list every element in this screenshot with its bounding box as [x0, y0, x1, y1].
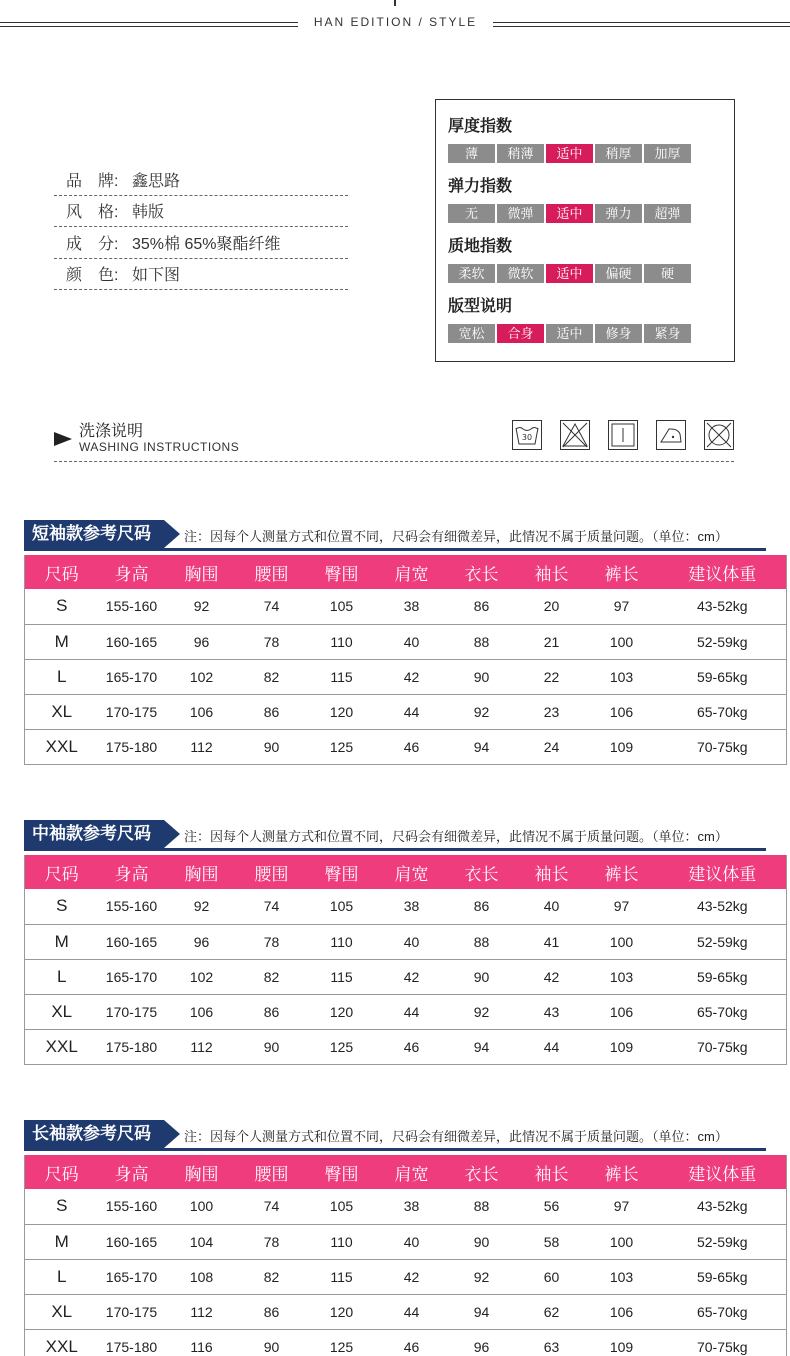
column-header: 裤长 — [585, 855, 659, 889]
header-rule-right-2 — [493, 26, 790, 27]
table-cell: 92 — [165, 889, 239, 924]
table-cell: 56 — [519, 1189, 585, 1224]
no-bleach-icon — [560, 420, 590, 450]
column-header: 身高 — [99, 555, 165, 589]
table-cell: 78 — [239, 924, 305, 959]
section-note: 注：因每个人测量方式和位置不同，尺码会有细微差异，此情况不属于质量问题。（单位：cm） — [184, 829, 728, 844]
index-group — [448, 294, 722, 354]
table-cell: 115 — [305, 959, 379, 994]
table-cell: 112 — [165, 729, 239, 764]
table-cell: 43-52kg — [659, 589, 787, 624]
index-option: 无 — [448, 204, 495, 223]
table-cell: 46 — [379, 1029, 445, 1064]
info-row-style — [54, 196, 348, 228]
column-header: 胸围 — [165, 855, 239, 889]
index-option: 稍薄 — [497, 144, 544, 163]
index-option: 加厚 — [644, 144, 691, 163]
table-cell: 115 — [305, 659, 379, 694]
column-header: 尺码 — [25, 555, 99, 589]
table-cell: 100 — [585, 624, 659, 659]
column-header: 尺码 — [25, 1155, 99, 1189]
table-cell: 38 — [379, 889, 445, 924]
index-scale — [448, 144, 722, 163]
table-cell: 86 — [445, 889, 519, 924]
column-header: 肩宽 — [379, 855, 445, 889]
index-scale — [448, 264, 722, 283]
index-scale — [448, 204, 722, 223]
info-key: 品 牌: — [66, 172, 119, 190]
table-cell: 43-52kg — [659, 889, 787, 924]
table-cell: 43-52kg — [659, 1189, 787, 1224]
table-cell: 160-165 — [99, 624, 165, 659]
washing-title-zh: 洗涤说明 — [79, 423, 144, 440]
column-header: 胸围 — [165, 1155, 239, 1189]
table-cell: 100 — [165, 1189, 239, 1224]
table-cell: 59-65kg — [659, 1259, 787, 1294]
table-cell: 155-160 — [99, 1189, 165, 1224]
table-cell: 170-175 — [99, 994, 165, 1029]
tag-arrow-icon — [164, 820, 180, 848]
table-cell: 90 — [445, 659, 519, 694]
table-cell: 94 — [445, 1294, 519, 1329]
table-cell: 44 — [519, 1029, 585, 1064]
column-header: 建议体重 — [659, 855, 787, 889]
table-cell: 59-65kg — [659, 959, 787, 994]
index-option-active: 适中 — [546, 264, 593, 283]
header-rule-right — [493, 22, 790, 23]
table-cell: 52-59kg — [659, 1224, 787, 1259]
section-tag — [24, 1120, 180, 1148]
table-cell: 105 — [305, 1189, 379, 1224]
column-header: 肩宽 — [379, 555, 445, 589]
tag-arrow-icon — [164, 520, 180, 548]
table-cell: 44 — [379, 694, 445, 729]
section-tag — [24, 520, 180, 548]
table-cell: 24 — [519, 729, 585, 764]
table-cell: 21 — [519, 624, 585, 659]
info-value: 35%棉 65%聚酯纤维 — [132, 235, 281, 253]
table-cell: 65-70kg — [659, 694, 787, 729]
table-row — [25, 1329, 787, 1356]
table-cell: 38 — [379, 1189, 445, 1224]
section-tag — [24, 820, 180, 848]
table-cell: 97 — [585, 589, 659, 624]
index-option: 紧身 — [644, 324, 691, 343]
column-header: 臀围 — [305, 1155, 379, 1189]
section-note: 注：因每个人测量方式和位置不同，尺码会有细微差异，此情况不属于质量问题。（单位：cm） — [184, 1129, 728, 1144]
table-cell: 103 — [585, 659, 659, 694]
table-cell: 74 — [239, 589, 305, 624]
table-cell: 110 — [305, 1224, 379, 1259]
size-cell: M — [25, 624, 99, 659]
table-row — [25, 624, 787, 659]
section-rule — [24, 548, 766, 551]
table-cell: 155-160 — [99, 889, 165, 924]
table-cell: 106 — [585, 994, 659, 1029]
table-cell: 115 — [305, 1259, 379, 1294]
index-group — [448, 234, 722, 294]
table-row — [25, 924, 787, 959]
table-cell: 90 — [445, 1224, 519, 1259]
table-cell: 58 — [519, 1224, 585, 1259]
table-cell: 63 — [519, 1329, 585, 1356]
size-cell: M — [25, 924, 99, 959]
column-header: 建议体重 — [659, 555, 787, 589]
table-header-row — [25, 1155, 787, 1189]
info-value: 韩版 — [132, 204, 165, 222]
column-header: 胸围 — [165, 555, 239, 589]
table-cell: 88 — [445, 1189, 519, 1224]
table-cell: 40 — [379, 624, 445, 659]
table-row — [25, 1029, 787, 1064]
column-header: 腰围 — [239, 555, 305, 589]
size-table — [24, 1155, 787, 1356]
table-cell: 105 — [305, 889, 379, 924]
tag-arrow-icon — [164, 1120, 180, 1148]
table-cell: 106 — [165, 994, 239, 1029]
table-cell: 86 — [239, 994, 305, 1029]
table-cell: 170-175 — [99, 1294, 165, 1329]
size-cell: XXL — [25, 1029, 99, 1064]
index-option: 稍厚 — [595, 144, 642, 163]
index-option: 宽松 — [448, 324, 495, 343]
size-cell: XXL — [25, 1329, 99, 1356]
table-cell: 175-180 — [99, 729, 165, 764]
info-key: 风 格: — [66, 204, 119, 222]
column-header: 臀围 — [305, 855, 379, 889]
section-title: 中袖款参考尺码 — [24, 820, 164, 848]
index-option: 修身 — [595, 324, 642, 343]
size-cell: S — [25, 1189, 99, 1224]
table-cell: 104 — [165, 1224, 239, 1259]
page-header — [0, 0, 790, 40]
table-cell: 52-59kg — [659, 624, 787, 659]
size-cell: L — [25, 959, 99, 994]
column-header: 裤长 — [585, 1155, 659, 1189]
table-cell: 74 — [239, 889, 305, 924]
table-cell: 120 — [305, 1294, 379, 1329]
index-title: 弹力指数 — [448, 178, 513, 195]
index-option: 硬 — [644, 264, 691, 283]
table-cell: 86 — [239, 1294, 305, 1329]
table-cell: 60 — [519, 1259, 585, 1294]
table-row — [25, 1189, 787, 1224]
table-cell: 82 — [239, 1259, 305, 1294]
table-cell: 86 — [239, 694, 305, 729]
column-header: 袖长 — [519, 555, 585, 589]
table-cell: 43 — [519, 994, 585, 1029]
table-cell: 165-170 — [99, 1259, 165, 1294]
index-option: 柔软 — [448, 264, 495, 283]
table-cell: 42 — [379, 959, 445, 994]
index-option: 适中 — [546, 324, 593, 343]
column-header: 建议体重 — [659, 1155, 787, 1189]
header-rule-left — [0, 22, 298, 23]
section-title: 长袖款参考尺码 — [24, 1120, 164, 1148]
table-cell: 41 — [519, 924, 585, 959]
table-cell: 82 — [239, 959, 305, 994]
table-cell: 100 — [585, 1224, 659, 1259]
table-cell: 109 — [585, 729, 659, 764]
index-group — [448, 114, 722, 174]
product-info — [54, 164, 348, 290]
info-value: 鑫思路 — [132, 172, 181, 190]
column-header: 衣长 — [445, 855, 519, 889]
table-row — [25, 729, 787, 764]
info-row-material — [54, 227, 348, 259]
table-cell: 97 — [585, 889, 659, 924]
size-table — [24, 555, 787, 765]
header-rule-left-2 — [0, 26, 298, 27]
hang-dry-icon — [608, 420, 638, 450]
index-option: 微软 — [497, 264, 544, 283]
table-cell: 46 — [379, 1329, 445, 1356]
size-cell: XL — [25, 1294, 99, 1329]
index-option-active: 适中 — [546, 204, 593, 223]
column-header: 衣长 — [445, 1155, 519, 1189]
table-cell: 103 — [585, 1259, 659, 1294]
table-cell: 94 — [445, 729, 519, 764]
column-header: 裤长 — [585, 555, 659, 589]
column-header: 肩宽 — [379, 1155, 445, 1189]
svg-text:30: 30 — [521, 433, 533, 442]
table-cell: 94 — [445, 1029, 519, 1064]
table-cell: 44 — [379, 1294, 445, 1329]
arrow-right-icon — [54, 432, 72, 446]
washing-title-en: WASHING INSTRUCTIONS — [79, 440, 240, 454]
table-cell: 78 — [239, 624, 305, 659]
washing-instructions — [54, 410, 734, 462]
table-cell: 78 — [239, 1224, 305, 1259]
table-cell: 102 — [165, 659, 239, 694]
table-cell: 102 — [165, 959, 239, 994]
table-cell: 74 — [239, 1189, 305, 1224]
table-cell: 86 — [445, 589, 519, 624]
column-header: 衣长 — [445, 555, 519, 589]
table-cell: 110 — [305, 924, 379, 959]
table-cell: 70-75kg — [659, 1029, 787, 1064]
table-cell: 46 — [379, 729, 445, 764]
table-cell: 22 — [519, 659, 585, 694]
table-cell: 96 — [165, 924, 239, 959]
table-cell: 70-75kg — [659, 729, 787, 764]
size-cell: L — [25, 1259, 99, 1294]
table-row — [25, 589, 787, 624]
table-cell: 92 — [445, 1259, 519, 1294]
column-header: 臀围 — [305, 555, 379, 589]
table-cell: 42 — [379, 659, 445, 694]
table-cell: 125 — [305, 1329, 379, 1356]
index-title: 版型说明 — [448, 298, 513, 315]
size-cell: M — [25, 1224, 99, 1259]
table-cell: 105 — [305, 589, 379, 624]
table-cell: 40 — [379, 1224, 445, 1259]
index-group — [448, 174, 722, 234]
index-title: 厚度指数 — [448, 118, 513, 135]
table-row — [25, 959, 787, 994]
size-cell: S — [25, 889, 99, 924]
table-cell: 112 — [165, 1294, 239, 1329]
header-tick — [394, 0, 396, 6]
index-scale — [448, 324, 722, 343]
table-cell: 106 — [165, 694, 239, 729]
column-header: 袖长 — [519, 1155, 585, 1189]
table-cell: 100 — [585, 924, 659, 959]
size-table — [24, 855, 787, 1065]
table-row — [25, 659, 787, 694]
table-cell: 112 — [165, 1029, 239, 1064]
table-cell: 116 — [165, 1329, 239, 1356]
fabric-index-box — [435, 99, 735, 362]
table-cell: 165-170 — [99, 959, 165, 994]
size-cell: S — [25, 589, 99, 624]
table-cell: 90 — [239, 1329, 305, 1356]
table-cell: 88 — [445, 924, 519, 959]
table-cell: 96 — [165, 624, 239, 659]
info-key: 颜 色: — [66, 267, 119, 285]
table-cell: 42 — [379, 1259, 445, 1294]
index-option: 超弹 — [644, 204, 691, 223]
size-cell: XL — [25, 694, 99, 729]
table-cell: 65-70kg — [659, 1294, 787, 1329]
size-cell: XXL — [25, 729, 99, 764]
table-cell: 155-160 — [99, 589, 165, 624]
table-cell: 90 — [239, 729, 305, 764]
column-header: 袖长 — [519, 855, 585, 889]
table-cell: 109 — [585, 1329, 659, 1356]
table-cell: 20 — [519, 589, 585, 624]
table-header-row — [25, 555, 787, 589]
table-cell: 90 — [445, 959, 519, 994]
table-cell: 96 — [445, 1329, 519, 1356]
table-cell: 90 — [239, 1029, 305, 1064]
table-cell: 160-165 — [99, 1224, 165, 1259]
section-rule — [24, 1148, 766, 1151]
info-value: 如下图 — [132, 267, 181, 285]
table-row — [25, 994, 787, 1029]
table-cell: 42 — [519, 959, 585, 994]
table-cell: 160-165 — [99, 924, 165, 959]
table-cell: 65-70kg — [659, 994, 787, 1029]
section-title: 短袖款参考尺码 — [24, 520, 164, 548]
section-rule — [24, 848, 766, 851]
table-cell: 40 — [379, 924, 445, 959]
wash-30-icon — [512, 420, 542, 450]
table-cell: 165-170 — [99, 659, 165, 694]
index-option: 微弹 — [497, 204, 544, 223]
table-cell: 120 — [305, 694, 379, 729]
table-cell: 106 — [585, 694, 659, 729]
column-header: 腰围 — [239, 855, 305, 889]
table-cell: 97 — [585, 1189, 659, 1224]
table-cell: 92 — [445, 694, 519, 729]
section-note: 注：因每个人测量方式和位置不同，尺码会有细微差异，此情况不属于质量问题。（单位：cm） — [184, 529, 728, 544]
table-row — [25, 694, 787, 729]
index-option-active: 适中 — [546, 144, 593, 163]
table-cell: 125 — [305, 1029, 379, 1064]
size-cell: L — [25, 659, 99, 694]
table-cell: 175-180 — [99, 1329, 165, 1356]
column-header: 身高 — [99, 855, 165, 889]
size-cell: XL — [25, 994, 99, 1029]
table-cell: 70-75kg — [659, 1329, 787, 1356]
column-header: 尺码 — [25, 855, 99, 889]
header-title: HAN EDITION / STYLE — [313, 15, 478, 29]
info-row-brand — [54, 164, 348, 196]
table-cell: 120 — [305, 994, 379, 1029]
table-cell: 103 — [585, 959, 659, 994]
index-option: 弹力 — [595, 204, 642, 223]
table-row — [25, 1294, 787, 1329]
info-row-color — [54, 259, 348, 291]
table-cell: 175-180 — [99, 1029, 165, 1064]
table-header-row — [25, 855, 787, 889]
column-header: 腰围 — [239, 1155, 305, 1189]
table-cell: 62 — [519, 1294, 585, 1329]
table-cell: 106 — [585, 1294, 659, 1329]
index-option-active: 合身 — [497, 324, 544, 343]
index-title: 质地指数 — [448, 238, 513, 255]
table-cell: 52-59kg — [659, 924, 787, 959]
table-cell: 59-65kg — [659, 659, 787, 694]
table-cell: 108 — [165, 1259, 239, 1294]
no-tumble-dry-icon — [704, 420, 734, 450]
iron-low-icon — [656, 420, 686, 450]
index-option: 薄 — [448, 144, 495, 163]
table-cell: 110 — [305, 624, 379, 659]
column-header: 身高 — [99, 1155, 165, 1189]
table-cell: 170-175 — [99, 694, 165, 729]
table-cell: 82 — [239, 659, 305, 694]
table-cell: 125 — [305, 729, 379, 764]
table-cell: 40 — [519, 889, 585, 924]
table-cell: 92 — [445, 994, 519, 1029]
care-icons — [512, 420, 734, 450]
table-cell: 109 — [585, 1029, 659, 1064]
index-option: 偏硬 — [595, 264, 642, 283]
table-cell: 38 — [379, 589, 445, 624]
table-cell: 44 — [379, 994, 445, 1029]
info-key: 成 分: — [66, 235, 119, 253]
table-cell: 92 — [165, 589, 239, 624]
table-cell: 88 — [445, 624, 519, 659]
table-row — [25, 1259, 787, 1294]
table-row — [25, 1224, 787, 1259]
table-row — [25, 889, 787, 924]
table-cell: 23 — [519, 694, 585, 729]
